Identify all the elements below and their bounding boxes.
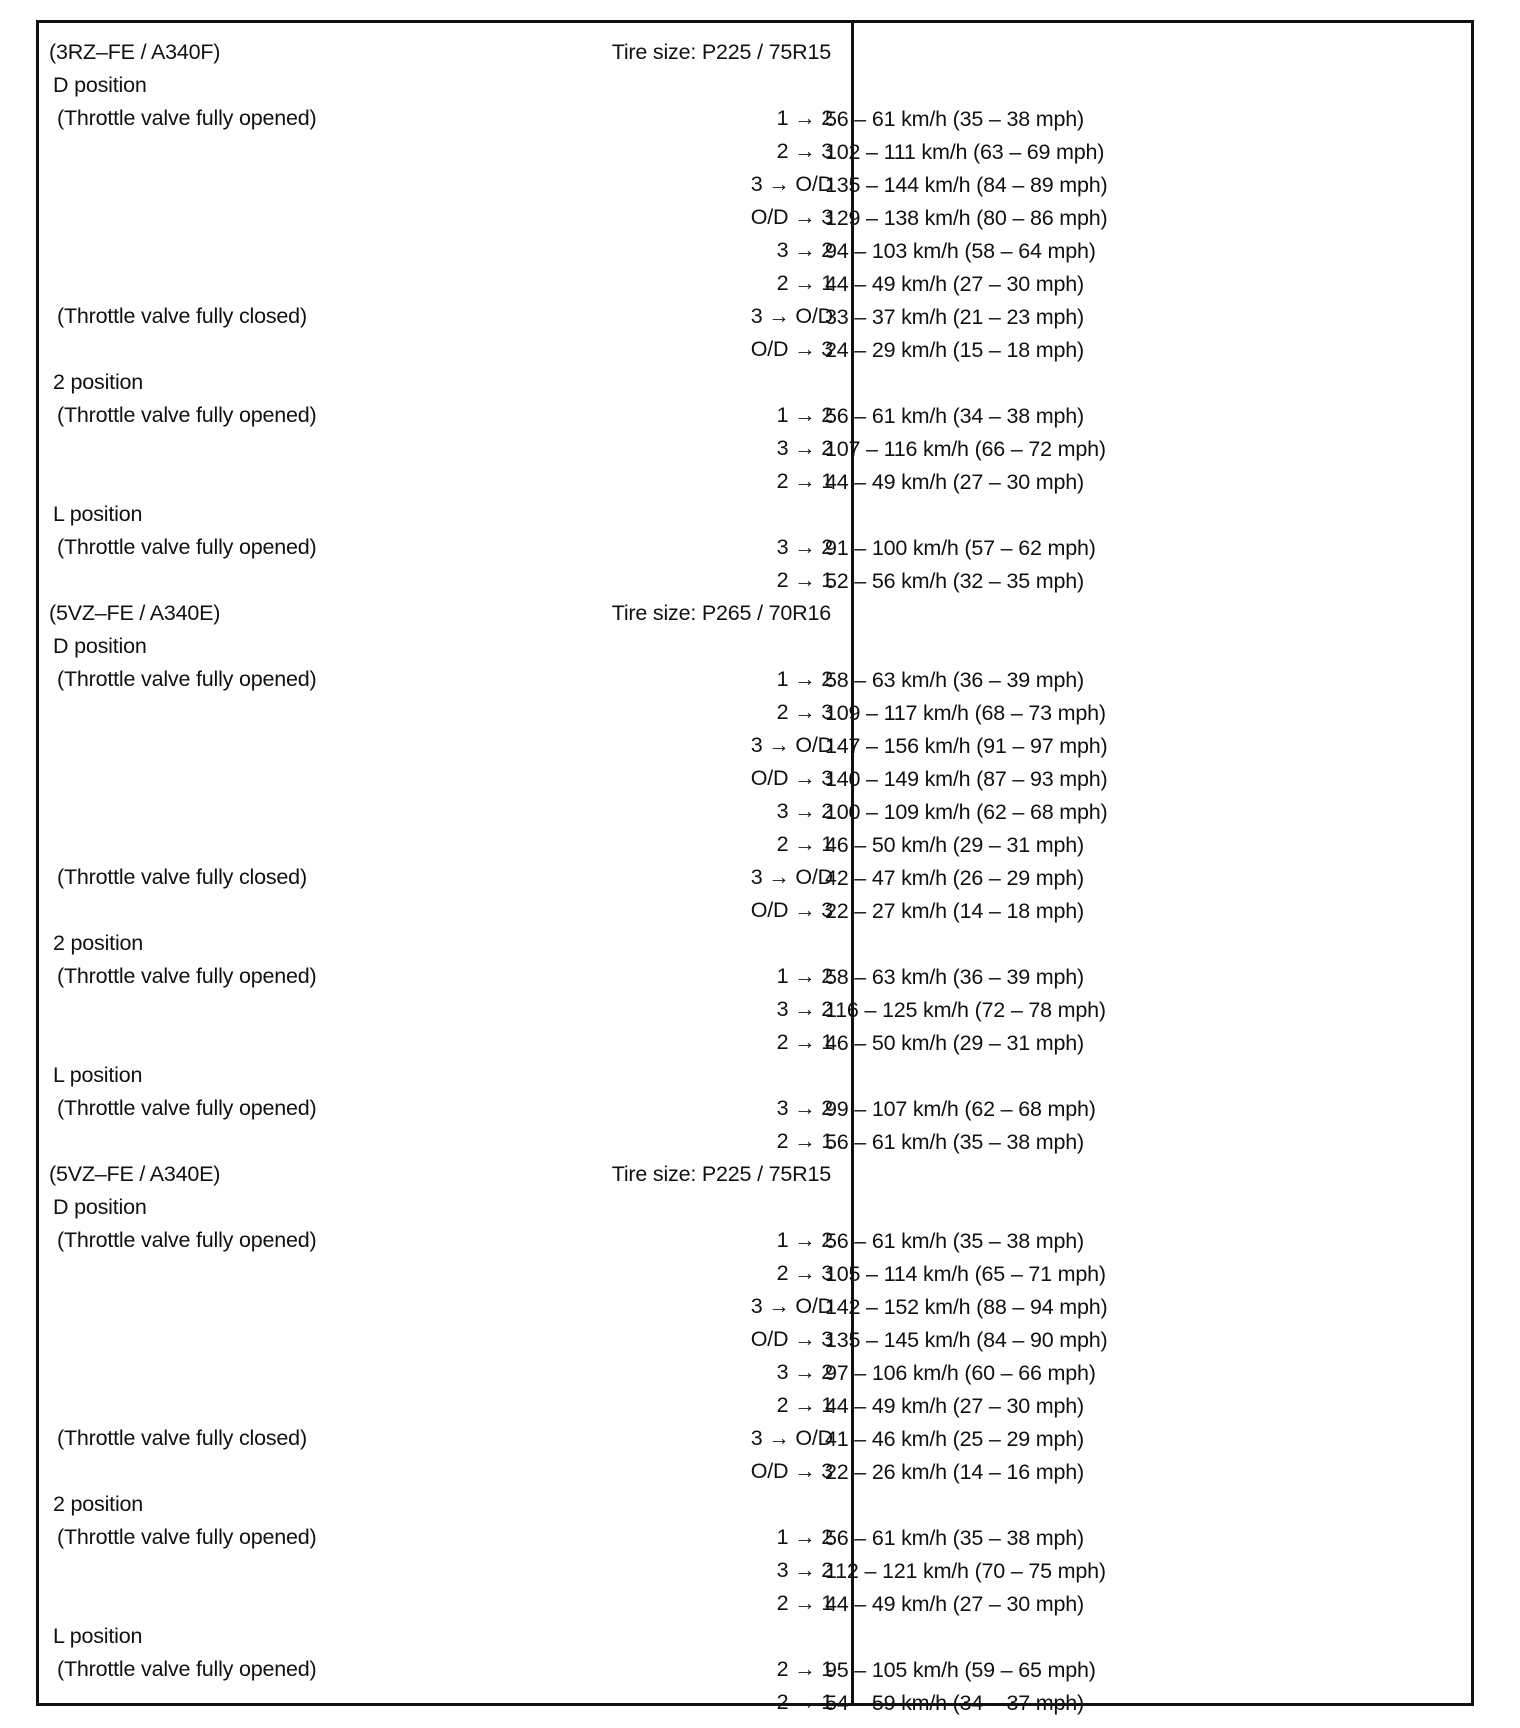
shift-speed-value: 142 – 152 km/h (88 – 94 mph) — [825, 1295, 1108, 1319]
shift-row — [39, 993, 1471, 1026]
shift-speed-value: 22 – 27 km/h (14 – 18 mph) — [825, 899, 1084, 923]
shift-transition: 3 → 2 — [776, 436, 833, 460]
shift-speed-value: 42 – 47 km/h (26 – 29 mph) — [825, 866, 1084, 890]
shift-transition: 2 → 1 — [776, 271, 833, 295]
shift-speed-value: 109 – 117 km/h (68 – 73 mph) — [825, 701, 1106, 725]
shift-transition: 1 → 2 — [776, 1525, 833, 1549]
shift-transition: 2 → 1 — [776, 568, 833, 592]
throttle-condition-label: (Throttle valve fully opened) — [57, 535, 317, 559]
position-label: D position — [53, 1195, 147, 1219]
engine-label: (5VZ–FE / A340E) — [49, 601, 221, 625]
shift-row — [39, 1587, 1471, 1620]
shift-transition: 1 → 2 — [776, 403, 833, 427]
shift-row — [39, 1521, 1471, 1554]
shift-speed-value: 140 – 149 km/h (87 – 93 mph) — [825, 767, 1108, 791]
shift-transition: 2 → 3 — [776, 139, 833, 163]
shift-row — [39, 1356, 1471, 1389]
shift-transition: 3 → 2 — [776, 997, 833, 1021]
shift-transition: 1 → 2 — [776, 964, 833, 988]
shift-row — [39, 333, 1471, 366]
shift-row — [39, 795, 1471, 828]
shift-row — [39, 1323, 1471, 1356]
shift-speed-value: 94 – 103 km/h (58 – 64 mph) — [825, 239, 1096, 263]
shift-row — [39, 1257, 1471, 1290]
shift-speed-value: 107 – 116 km/h (66 – 72 mph) — [825, 437, 1106, 461]
throttle-condition-label: (Throttle valve fully opened) — [57, 403, 317, 427]
engine-label: (3RZ–FE / A340F) — [49, 40, 221, 64]
shift-transition: 3 → O/D — [750, 1426, 833, 1450]
shift-transition: 2 → 1 — [776, 1129, 833, 1153]
throttle-condition-label: (Throttle valve fully opened) — [57, 1657, 317, 1681]
shift-transition: 3 → 2 — [776, 1558, 833, 1582]
shift-row — [39, 828, 1471, 861]
shift-row — [39, 1125, 1471, 1158]
shift-transition: 2 → 3 — [776, 700, 833, 724]
position-label: 2 position — [53, 370, 144, 394]
engine-header-row — [39, 36, 1471, 69]
shift-speed-value: 105 – 114 km/h (65 – 71 mph) — [825, 1262, 1106, 1286]
shift-speed-value: 54 – 59 km/h (34 – 37 mph) — [825, 1691, 1084, 1715]
shift-transition: 2 → 1 — [776, 1690, 833, 1714]
shift-row — [39, 762, 1471, 795]
position-label: L position — [53, 1063, 143, 1087]
shift-transition: O/D → 3 — [750, 205, 833, 229]
shift-speed-value: 99 – 107 km/h (62 – 68 mph) — [825, 1097, 1096, 1121]
shift-row — [39, 861, 1471, 894]
shift-speed-value: 33 – 37 km/h (21 – 23 mph) — [825, 305, 1084, 329]
position-row — [39, 1620, 1471, 1653]
shift-row — [39, 1290, 1471, 1323]
shift-row — [39, 201, 1471, 234]
tire-size-label: Tire size: P265 / 70R16 — [611, 601, 831, 625]
shift-row — [39, 564, 1471, 597]
shift-speed-value: 56 – 61 km/h (35 – 38 mph) — [825, 107, 1084, 131]
shift-row — [39, 729, 1471, 762]
shift-speed-value: 22 – 26 km/h (14 – 16 mph) — [825, 1460, 1084, 1484]
position-label: L position — [53, 1624, 143, 1648]
shift-speed-value: 135 – 144 km/h (84 – 89 mph) — [825, 173, 1108, 197]
shift-speed-value: 46 – 50 km/h (29 – 31 mph) — [825, 833, 1084, 857]
shift-row — [39, 1389, 1471, 1422]
shift-row — [39, 1422, 1471, 1455]
shift-transition: 3 → O/D — [750, 865, 833, 889]
shift-speed-value: 24 – 29 km/h (15 – 18 mph) — [825, 338, 1084, 362]
position-label: 2 position — [53, 1492, 144, 1516]
position-row — [39, 1059, 1471, 1092]
shift-row — [39, 894, 1471, 927]
shift-row — [39, 399, 1471, 432]
shift-transition: 2 → 1 — [776, 1657, 833, 1681]
shift-row — [39, 1554, 1471, 1587]
shift-speed-value: 135 – 145 km/h (84 – 90 mph) — [825, 1328, 1108, 1352]
position-row — [39, 1488, 1471, 1521]
shift-row — [39, 102, 1471, 135]
shift-row — [39, 300, 1471, 333]
shift-row — [39, 1224, 1471, 1257]
shift-speed-value: 102 – 111 km/h (63 – 69 mph) — [825, 140, 1105, 164]
tire-size-label: Tire size: P225 / 75R15 — [611, 1162, 831, 1186]
shift-row — [39, 1455, 1471, 1488]
shift-row — [39, 432, 1471, 465]
shift-row — [39, 1686, 1471, 1719]
shift-transition: 3 → 2 — [776, 238, 833, 262]
shift-speed-value: 56 – 61 km/h (35 – 38 mph) — [825, 1526, 1084, 1550]
shift-row — [39, 1026, 1471, 1059]
shift-speed-value: 44 – 49 km/h (27 – 30 mph) — [825, 272, 1084, 296]
shift-speed-value: 56 – 61 km/h (35 – 38 mph) — [825, 1229, 1084, 1253]
shift-row — [39, 267, 1471, 300]
shift-speed-value: 100 – 109 km/h (62 – 68 mph) — [825, 800, 1108, 824]
shift-speed-value: 116 – 125 km/h (72 – 78 mph) — [825, 998, 1106, 1022]
shift-row — [39, 1092, 1471, 1125]
shift-row — [39, 234, 1471, 267]
shift-speed-value: 44 – 49 km/h (27 – 30 mph) — [825, 470, 1084, 494]
shift-transition: 1 → 2 — [776, 106, 833, 130]
shift-transition: 3 → 2 — [776, 1360, 833, 1384]
throttle-condition-label: (Throttle valve fully opened) — [57, 964, 317, 988]
position-label: L position — [53, 502, 143, 526]
shift-speed-value: 56 – 61 km/h (35 – 38 mph) — [825, 1130, 1084, 1154]
shift-transition: 3 → 2 — [776, 799, 833, 823]
shift-transition: 2 → 1 — [776, 1591, 833, 1615]
position-row — [39, 927, 1471, 960]
shift-transition: O/D → 3 — [750, 766, 833, 790]
engine-header-row — [39, 597, 1471, 630]
position-row — [39, 1191, 1471, 1224]
shift-speed-value: 129 – 138 km/h (80 – 86 mph) — [825, 206, 1108, 230]
shift-row — [39, 696, 1471, 729]
shift-speed-value: 91 – 100 km/h (57 – 62 mph) — [825, 536, 1096, 560]
table-rows — [39, 36, 1471, 1719]
shift-speed-value: 41 – 46 km/h (25 – 29 mph) — [825, 1427, 1084, 1451]
shift-transition: O/D → 3 — [750, 337, 833, 361]
throttle-condition-label: (Throttle valve fully closed) — [57, 304, 307, 328]
shift-transition: 2 → 1 — [776, 1393, 833, 1417]
shift-transition: 1 → 2 — [776, 1228, 833, 1252]
shift-speed-value: 58 – 63 km/h (36 – 39 mph) — [825, 668, 1084, 692]
shift-row — [39, 663, 1471, 696]
position-label: D position — [53, 634, 147, 658]
shift-speed-value: 46 – 50 km/h (29 – 31 mph) — [825, 1031, 1084, 1055]
throttle-condition-label: (Throttle valve fully opened) — [57, 1525, 317, 1549]
shift-transition: 1 → 2 — [776, 667, 833, 691]
throttle-condition-label: (Throttle valve fully opened) — [57, 1228, 317, 1252]
shift-transition: 2 → 1 — [776, 832, 833, 856]
engine-label: (5VZ–FE / A340E) — [49, 1162, 221, 1186]
shift-transition: 3 → 2 — [776, 1096, 833, 1120]
shift-speed-value: 58 – 63 km/h (36 – 39 mph) — [825, 965, 1084, 989]
position-row — [39, 630, 1471, 663]
shift-speed-value: 147 – 156 km/h (91 – 97 mph) — [825, 734, 1108, 758]
shift-row — [39, 135, 1471, 168]
shift-transition: 3 → 2 — [776, 535, 833, 559]
engine-header-row — [39, 1158, 1471, 1191]
throttle-condition-label: (Throttle valve fully closed) — [57, 865, 307, 889]
shift-transition: 2 → 3 — [776, 1261, 833, 1285]
shift-row — [39, 465, 1471, 498]
shift-speed-value: 95 – 105 km/h (59 – 65 mph) — [825, 1658, 1096, 1682]
shift-transition: 3 → O/D — [750, 1294, 833, 1318]
shift-transition: O/D → 3 — [750, 1459, 833, 1483]
shift-transition: O/D → 3 — [750, 1327, 833, 1351]
throttle-condition-label: (Throttle valve fully opened) — [57, 106, 317, 130]
position-label: 2 position — [53, 931, 144, 955]
shift-speed-value: 56 – 61 km/h (34 – 38 mph) — [825, 404, 1084, 428]
shift-row — [39, 168, 1471, 201]
throttle-condition-label: (Throttle valve fully opened) — [57, 1096, 317, 1120]
position-row — [39, 498, 1471, 531]
shift-speed-value: 52 – 56 km/h (32 – 35 mph) — [825, 569, 1084, 593]
shift-speed-value: 112 – 121 km/h (70 – 75 mph) — [825, 1559, 1106, 1583]
shift-speed-value: 44 – 49 km/h (27 – 30 mph) — [825, 1592, 1084, 1616]
position-row — [39, 69, 1471, 102]
shift-transition: O/D → 3 — [750, 898, 833, 922]
shift-row — [39, 960, 1471, 993]
shift-speed-value: 97 – 106 km/h (60 – 66 mph) — [825, 1361, 1096, 1385]
shift-speed-table — [36, 20, 1474, 1715]
tire-size-label: Tire size: P225 / 75R15 — [611, 40, 831, 64]
shift-speed-value: 44 – 49 km/h (27 – 30 mph) — [825, 1394, 1084, 1418]
position-row — [39, 366, 1471, 399]
shift-row — [39, 1653, 1471, 1686]
shift-transition: 2 → 1 — [776, 1030, 833, 1054]
shift-transition: 3 → O/D — [750, 172, 833, 196]
shift-transition: 2 → 1 — [776, 469, 833, 493]
shift-transition: 3 → O/D — [750, 304, 833, 328]
throttle-condition-label: (Throttle valve fully closed) — [57, 1426, 307, 1450]
throttle-condition-label: (Throttle valve fully opened) — [57, 667, 317, 691]
shift-transition: 3 → O/D — [750, 733, 833, 757]
position-label: D position — [53, 73, 147, 97]
shift-row — [39, 531, 1471, 564]
